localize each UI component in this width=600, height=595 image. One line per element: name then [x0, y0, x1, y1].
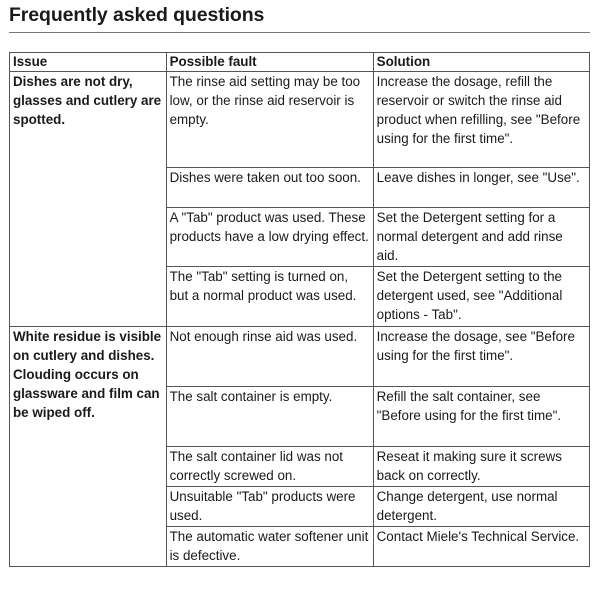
page-title: Frequently asked questions [9, 4, 265, 26]
faq-table [9, 52, 590, 567]
fault-cell: A "Tab" product was used. These products have a low drying effect. [166, 208, 373, 267]
fault-cell: Unsuitable "Tab" products were used. [166, 487, 373, 527]
table-row [10, 72, 590, 168]
issue-cell: Dishes are not dry, glasses and cutlery are spotted. [10, 72, 167, 327]
solution-cell: Increase the dosage, see "Before using for the first time". [373, 327, 589, 387]
solution-cell: Set the Detergent setting to the detergent used, see "Additional options - Tab". [373, 267, 589, 327]
header-issue: Issue [10, 53, 167, 72]
issue-cell: White residue is visible on cutlery and dishes. Clouding occurs on glassware and film can be wiped off. [10, 327, 167, 567]
title-divider [9, 32, 590, 33]
fault-cell: The rinse aid setting may be too low, or the rinse aid reservoir is empty. [166, 72, 373, 168]
solution-cell: Leave dishes in longer, see "Use". [373, 168, 589, 208]
solution-cell: Set the Detergent setting for a normal detergent and add rinse aid. [373, 208, 589, 267]
solution-cell: Refill the salt container, see "Before using for the first time". [373, 387, 589, 447]
solution-cell: Contact Miele's Technical Service. [373, 527, 589, 567]
fault-cell: Not enough rinse aid was used. [166, 327, 373, 387]
table-header-row [10, 53, 590, 72]
fault-cell: The salt container is empty. [166, 387, 373, 447]
fault-cell: The "Tab" setting is turned on, but a normal product was used. [166, 267, 373, 327]
solution-cell: Reseat it making sure it screws back on correctly. [373, 447, 589, 487]
solution-cell: Change detergent, use normal detergent. [373, 487, 589, 527]
header-possible-fault: Possible fault [166, 53, 373, 72]
solution-cell: Increase the dosage, refill the reservoir or switch the rinse aid product when refilling, see "Before using for the first time". [373, 72, 589, 168]
fault-cell: The automatic water softener unit is defective. [166, 527, 373, 567]
fault-cell: Dishes were taken out too soon. [166, 168, 373, 208]
table-row [10, 327, 590, 387]
header-solution: Solution [373, 53, 589, 72]
fault-cell: The salt container lid was not correctly screwed on. [166, 447, 373, 487]
